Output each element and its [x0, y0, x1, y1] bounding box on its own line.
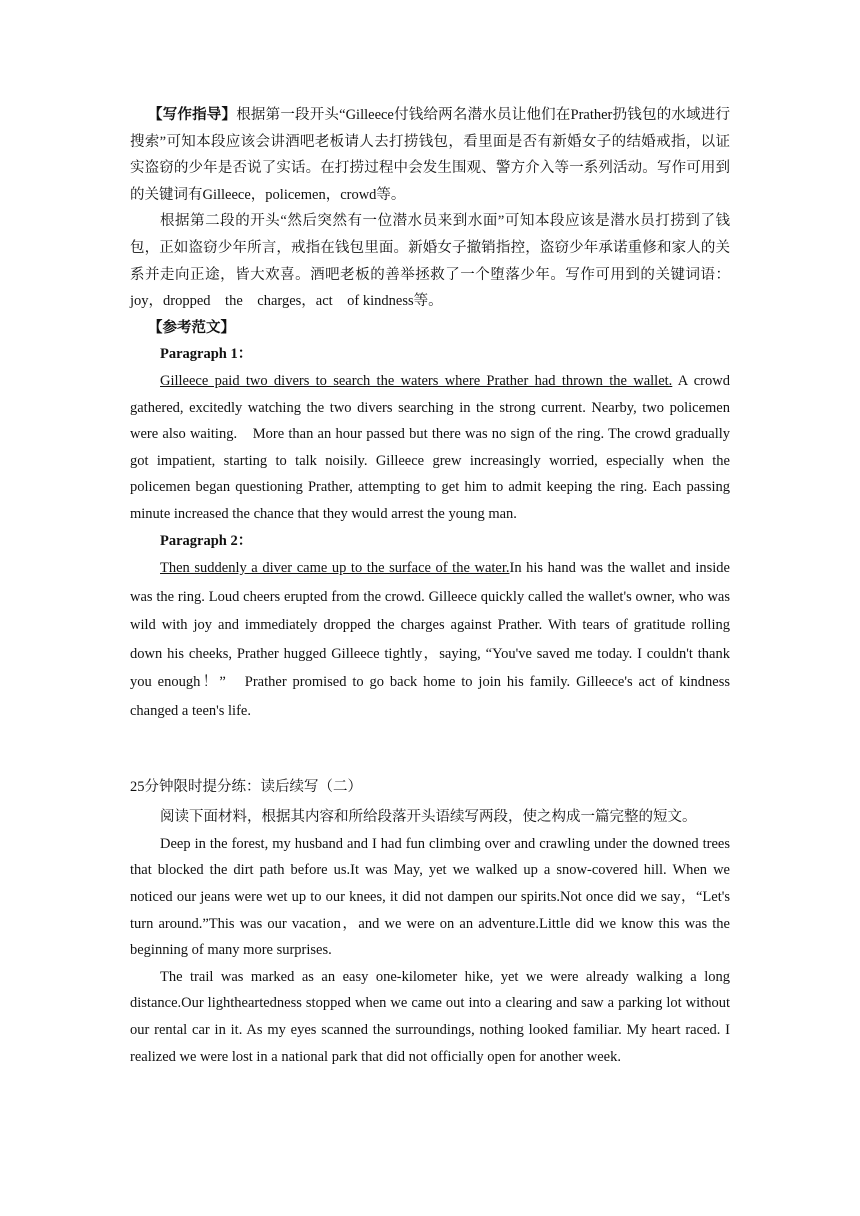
paragraph-2-label: Paragraph 2：: [160, 532, 253, 549]
paragraph-1-opening-sentence: Gilleece paid two divers to search the waters where Prather had thrown the wallet.: [160, 372, 673, 389]
exercise-title: 25分钟限时提分练：读后续写（二）: [130, 778, 362, 795]
sample-paragraph-1: [130, 368, 730, 528]
writing-guide-paragraph-2: 根据第二段的开头“然后突然有一位潜水员来到水面”可知本段应该是潜水员打捞到了钱包，正如盗窃少年所言，戒指在钱包里面。新婚女子撤销指控，盗窃少年承诺重修和家人的关系并走向正途，皆大欢喜。酒吧老板的善举拯救了一个堕落少年。写作可用到的关键词语：joy，dropped the charges，act of kindness等。: [130, 213, 730, 310]
paragraph-2-body: In his hand was the wallet and inside was the ring. Loud cheers erupted from the crowd. Gilleece quickly called the wallet's owner, who was wild with joy and immediately dropped the charges against Prather. With tears of gratitude rolling down his cheeks, Prather hugged Gilleece tightly，saying, “You've saved me today. I couldn't thank you enough！” Prather promised to go back home to join his family. Gilleece's act of kindness changed a teen's life.: [130, 560, 730, 720]
paragraph-2-opening-sentence: Then suddenly a diver came up to the surface of the water.: [160, 560, 510, 577]
sample-essay-label: 【参考范文】: [148, 319, 235, 336]
sample-paragraph-2: [130, 554, 730, 726]
writing-guide-label: 【写作指导】: [148, 107, 237, 123]
document-body: [130, 102, 730, 1070]
exercise-instruction: 阅读下面材料，根据其内容和所给段落开头语续写两段，使之构成一篇完整的短文。: [160, 809, 697, 826]
paragraph-1-body: A crowd gathered, excitedly watching the two divers searching in the strong current. Nearby, two policemen were also waiting. More than an hour passed but there was no sign of the ring. The crowd gradually got impatient, starting to talk noisily. Gilleece grew increasingly worried, especially when the policemen began questioning Prather, attempting to get him to admit keeping the ring. Each passing minute increased the chance that they would arrest the young man.: [130, 372, 730, 522]
story-paragraph-2: The trail was marked as an easy one-kilometer hike, yet we were already walking a long distance.Our lightheartedness stopped when we came out into a clearing and saw a parking lot without our rental car in it. As my eyes scanned the surroundings, nothing looked familiar. My heart raced. I realized we were lost in a national park that did not officially open for another week.: [130, 968, 730, 1065]
paragraph-1-label: Paragraph 1：: [160, 346, 253, 363]
writing-guide-text-1: 根据第一段开头“Gilleece付钱给两名潜水员让他们在Prather扔钱包的水域进行搜索”可知本段应该会讲酒吧老板请人去打捞钱包，看里面是否有新婚女子的结婚戒指，以证实盗窃的少年是否说了实话。在打捞过程中会发生围观、警方介入等一系列活动。写作可用到的关键词有Gilleece，policemen，crowd等。: [130, 107, 730, 203]
story-paragraph-1: Deep in the forest, my husband and I had fun climbing over and crawling under the downed trees that blocked the dirt path before us.It was May, yet we walked up a snow-covered hill. When we noticed our jeans were wet up to our knees, it did not dampen our spirits.Not once did we say，“Let's turn around.”This was our vacation，and we were on an adventure.Little did we know this was the beginning of many more surprises.: [130, 835, 730, 959]
writing-guide-paragraph-1: [130, 102, 730, 208]
